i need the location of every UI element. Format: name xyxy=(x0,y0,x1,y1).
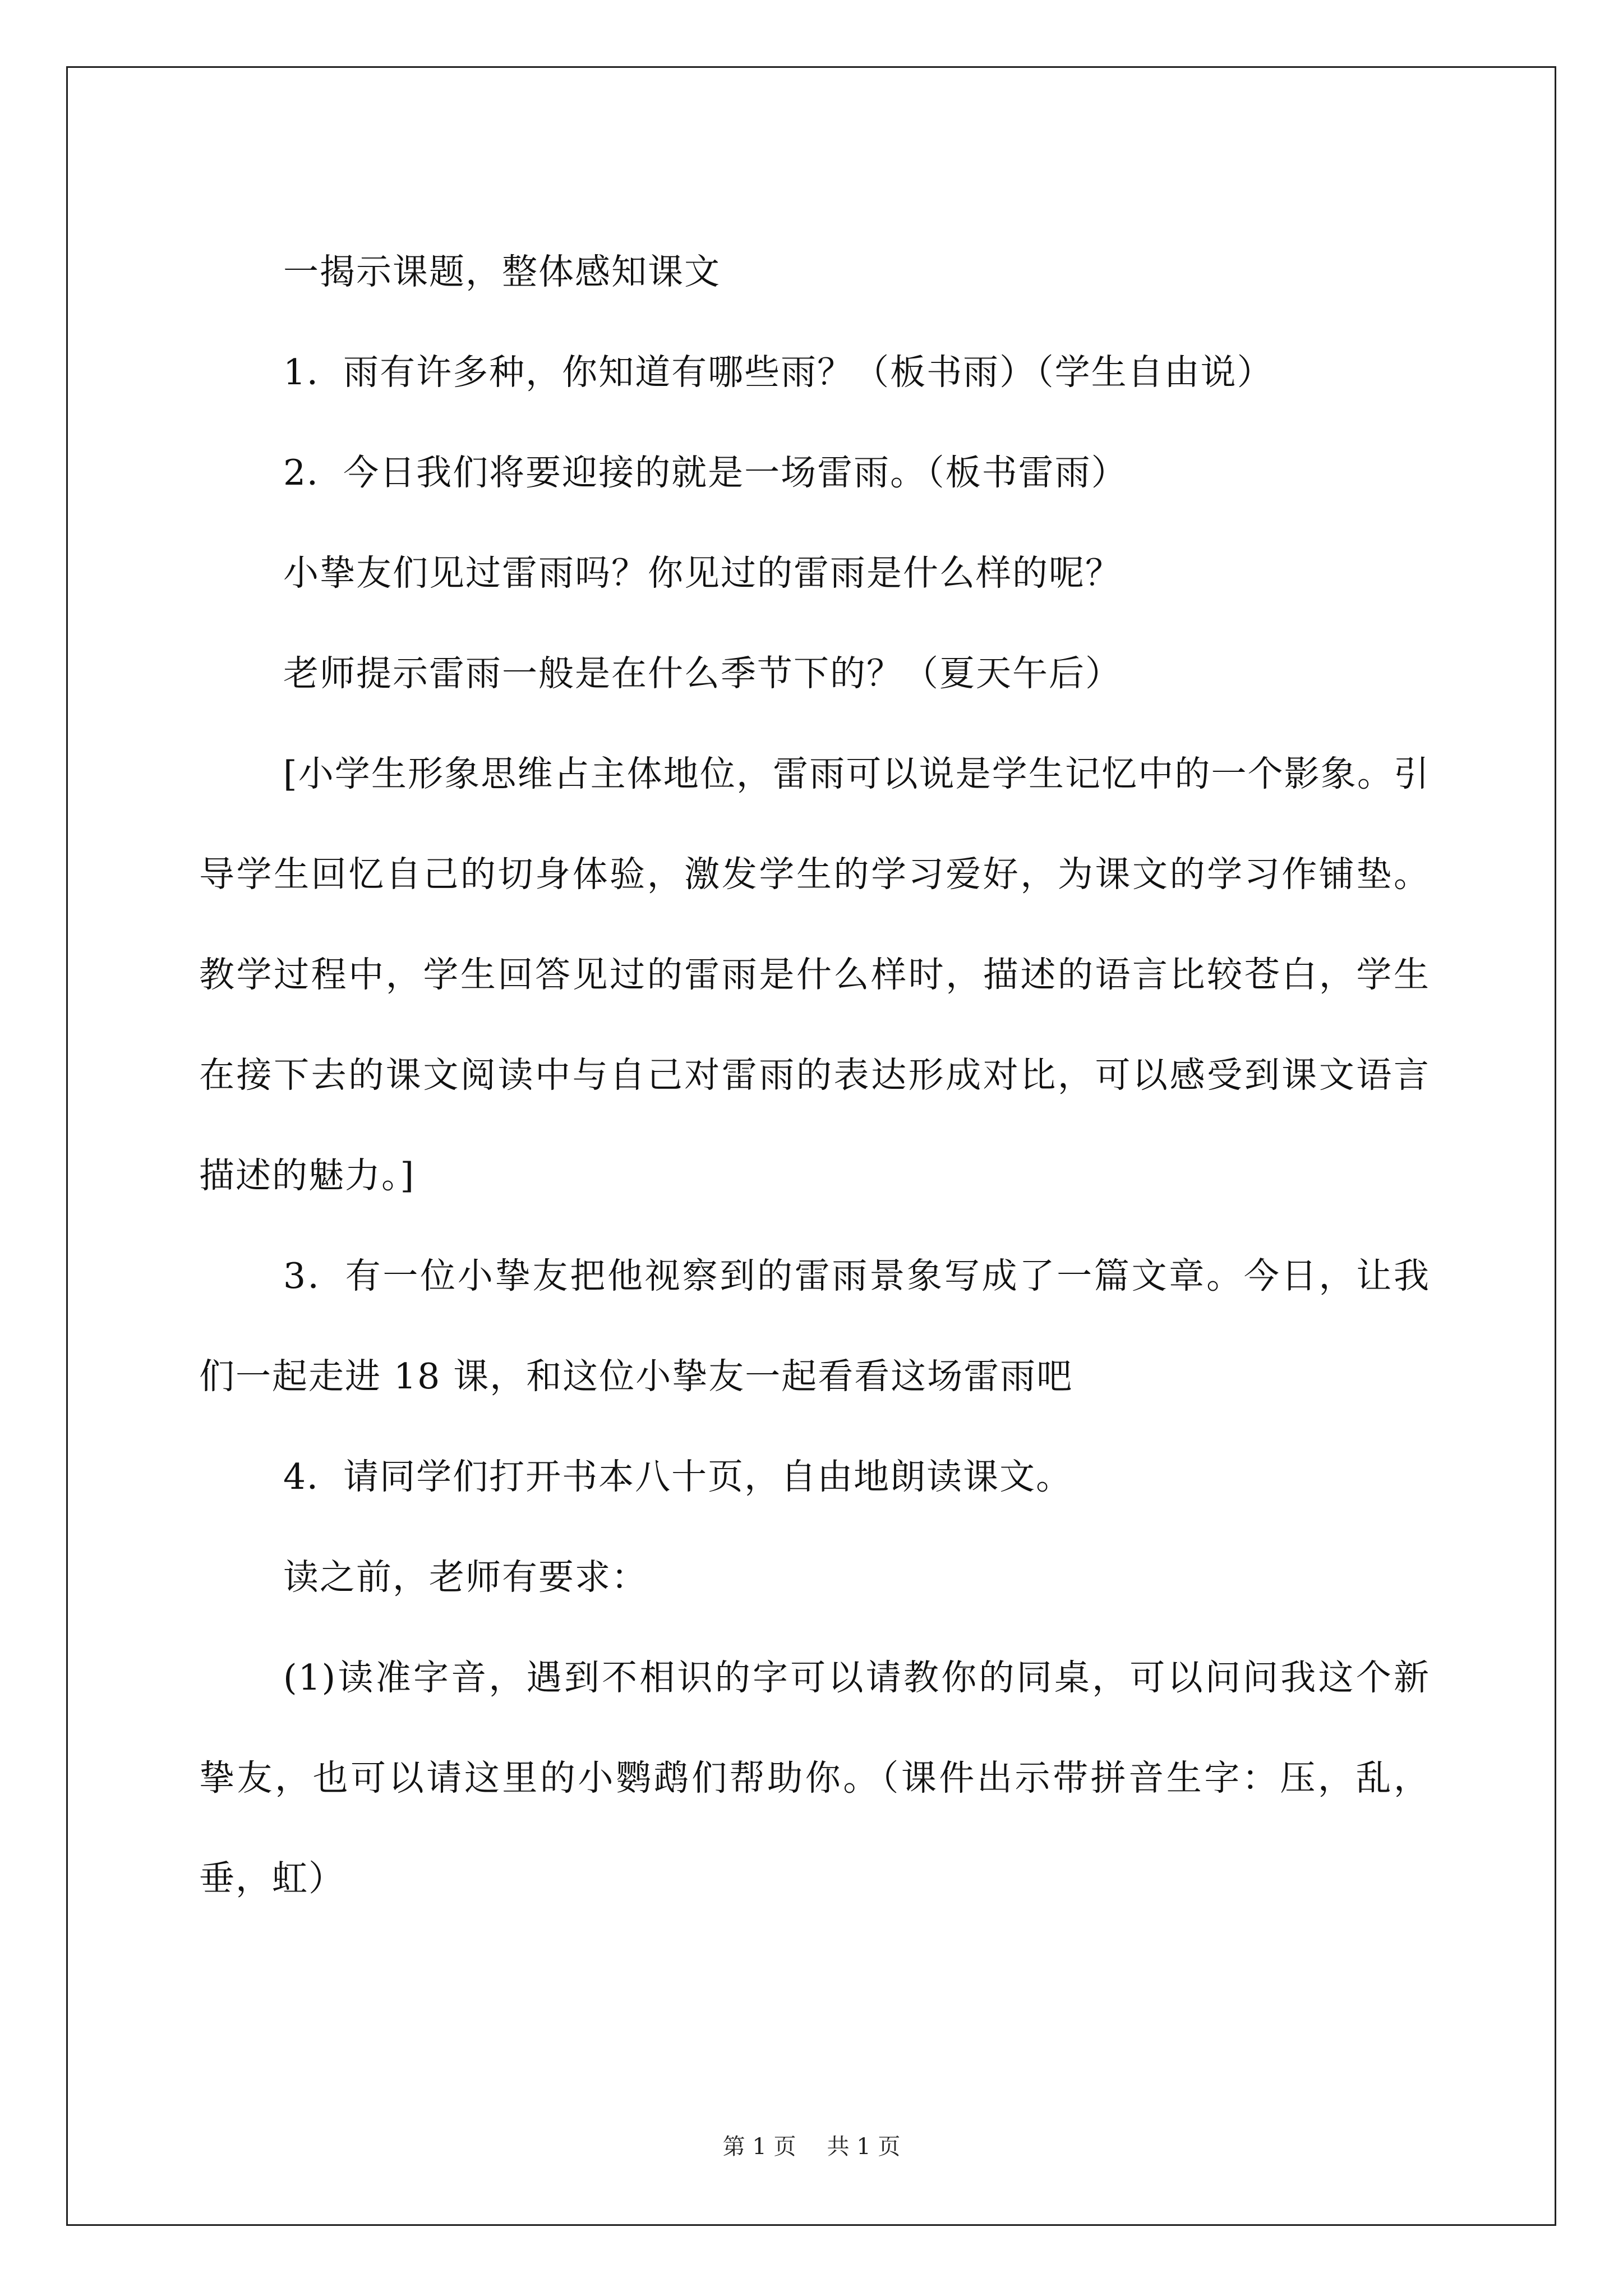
paragraph-3: 小挚友们见过雷雨吗？你见过的雷雨是什么样的呢？ xyxy=(283,553,1122,593)
paragraph-9: (1)读准字音，遇到不相识的字可以请教你的同桌，可以问问我这个新挚友，也可以请这里的小鹦鹉们帮助你。（课件出示带拼音生字：压，乱，垂，虹） xyxy=(199,1657,1430,1899)
paragraph-8: 读之前，老师有要求： xyxy=(283,1557,648,1598)
page-count: 共 1 页 xyxy=(827,2134,901,2160)
paragraph-7: 4．请同学们打开书本八十页，自由地朗读课文。 xyxy=(283,1456,1073,1497)
page-number: 第 1 页 xyxy=(722,2134,796,2160)
paragraph-1: 1．雨有许多种，你知道有哪些雨？（板书雨）（学生自由说） xyxy=(283,352,1274,393)
paragraph-5: [小学生形象思维占主体地位，雷雨可以说是学生记忆中的一个影象。引导学生回忆自己的切身体验，激发学生的学习爱好，为课文的学习作铺垫。教学过程中，学生回答见过的雷雨是什么样时，描述的语言比较苍白，学生在接下去的课文阅读中与自己对雷雨的表达形成对比，可以感受到课文语言描述的魅力。] xyxy=(199,753,1430,1196)
paragraph-4: 老师提示雷雨一般是在什么季节下的？（夏天午后） xyxy=(283,653,1122,694)
heading-paragraph: 一揭示课题，整体感知课文 xyxy=(283,251,721,292)
document-body xyxy=(199,222,1430,1929)
paragraph-2: 2．今日我们将要迎接的就是一场雷雨。（板书雷雨） xyxy=(283,452,1128,493)
paragraph-6: 3．有一位小挚友把他视察到的雷雨景象写成了一篇文章。今日，让我们一起走进 18 课，和这位小挚友一起看看这场雷雨吧 xyxy=(199,1255,1430,1397)
page-footer xyxy=(0,2129,1623,2161)
